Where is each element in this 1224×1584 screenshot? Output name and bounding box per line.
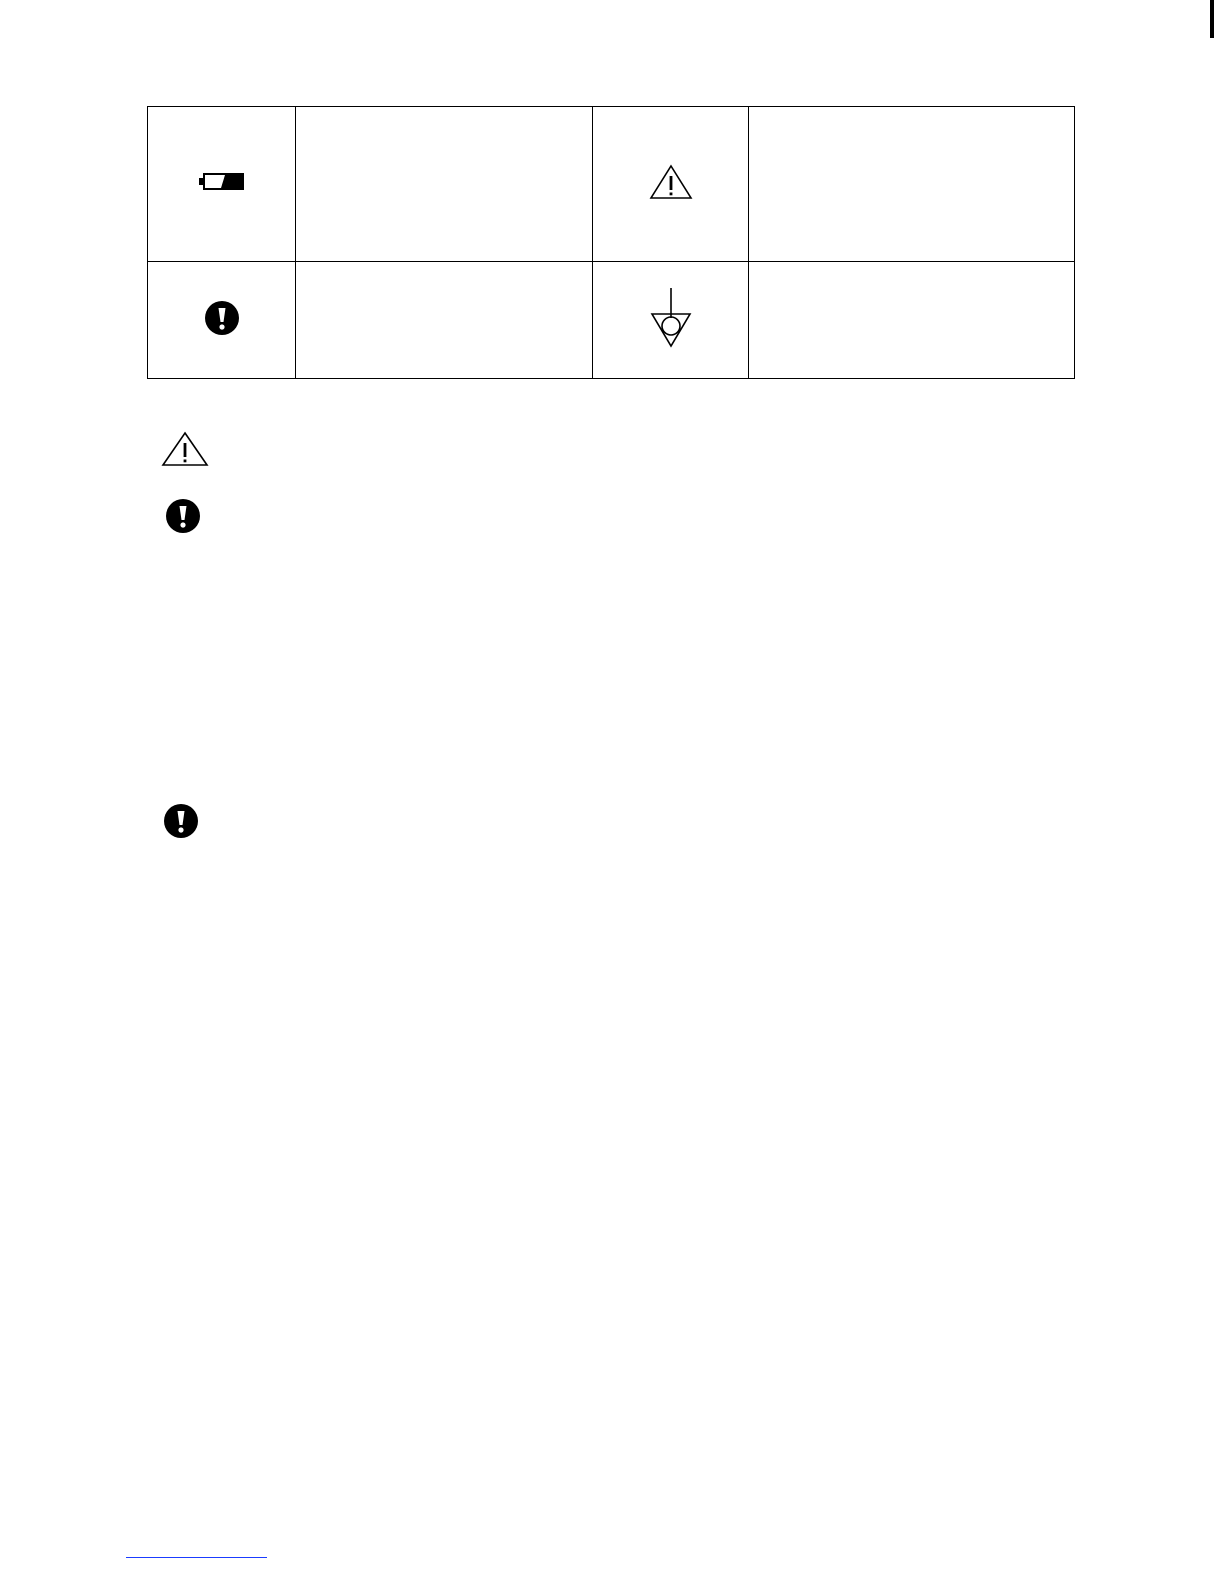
symbol-description	[748, 262, 1074, 379]
warning-triangle-icon	[161, 431, 209, 467]
symbol-description	[296, 262, 593, 379]
exclamation-circle-icon	[204, 300, 240, 336]
warning-triangle-icon	[649, 164, 693, 200]
symbol-table-row	[148, 107, 1075, 262]
symbol-cell	[148, 262, 296, 379]
symbol-cell	[148, 107, 296, 262]
page-edge-mark	[1210, 0, 1214, 38]
symbol-table	[147, 106, 1075, 379]
footnote-separator	[126, 1557, 267, 1558]
low-battery-icon	[199, 173, 245, 191]
symbol-table-row	[148, 262, 1075, 379]
symbol-description	[748, 107, 1074, 262]
exclamation-circle-icon	[165, 498, 201, 534]
exclamation-circle-icon	[163, 803, 199, 839]
symbol-cell	[593, 262, 748, 379]
symbol-cell	[593, 107, 748, 262]
equipotential-icon	[649, 286, 693, 350]
symbol-description	[296, 107, 593, 262]
